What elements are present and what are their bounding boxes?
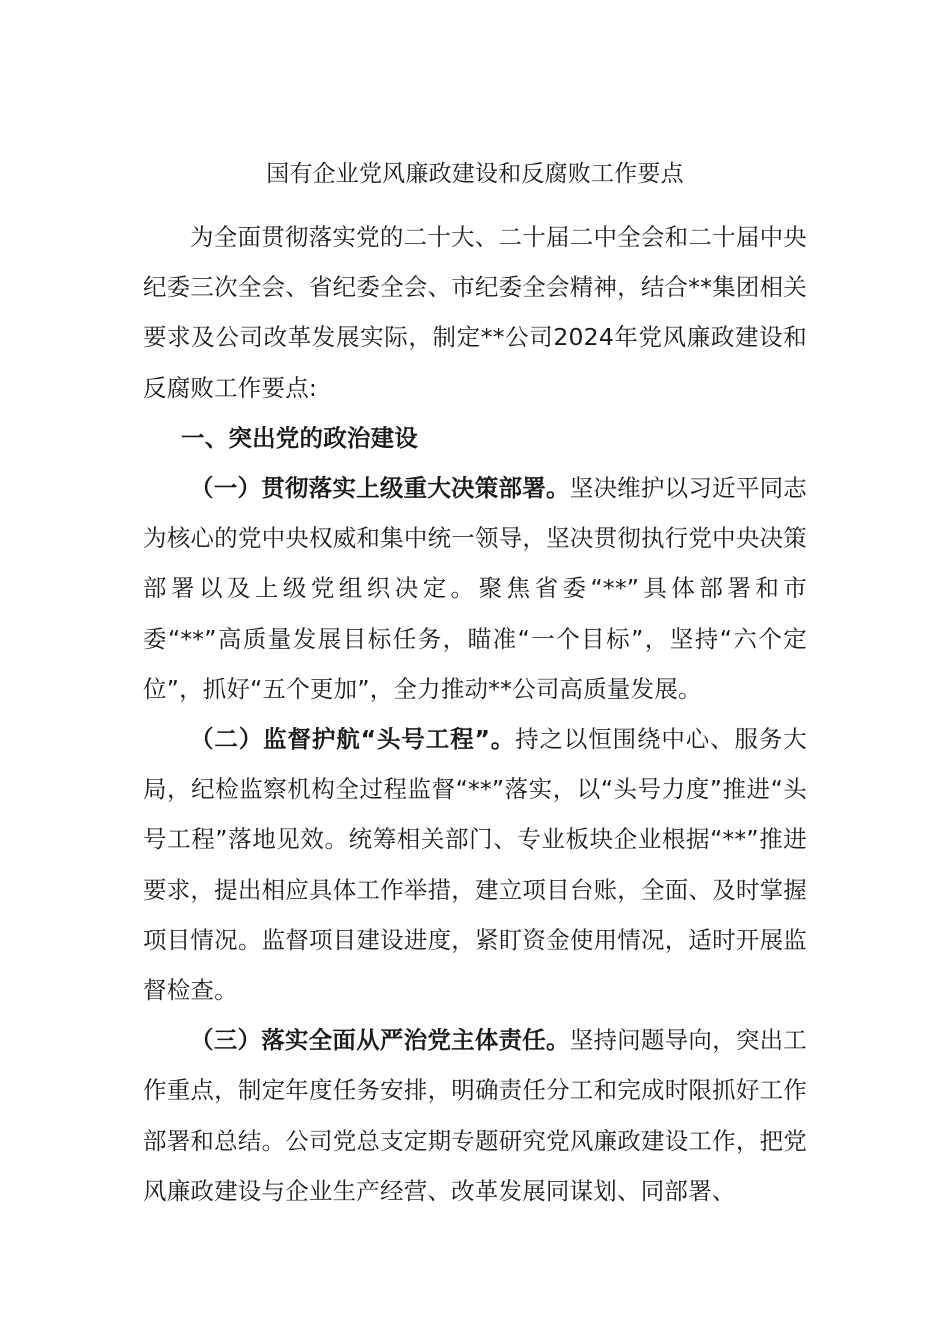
item-text: 坚持问题导向，突出工作重点，制定年度任务安排，明确责任分工和完成时限抓好工作部署和总结。公司党总支定期专题研究党风廉政建设工作，把党风廉政建设与企业生产经营、改革发展同谋划、同部署、	[143, 1026, 808, 1205]
document-body	[143, 212, 807, 1216]
item-paragraph	[143, 714, 807, 1015]
intro-paragraph: 为全面贯彻落实党的二十大、二十届二中全会和二十届中央纪委三次全会、省纪委全会、市纪委全会精神，结合**集团相关要求及公司改革发展实际，制定**公司2024年党风廉政建设和反腐败工作要点:	[143, 223, 807, 402]
item-paragraph	[143, 1015, 807, 1216]
item-text: 坚决维护以习近平同志为核心的党中央权威和集中统一领导，坚决贯彻执行党中央决策部署以及上级党组织决定。聚焦省委“**”具体部署和市委“**”高质量发展目标任务，瞄准“一个目标”，坚持“六个定位”，抓好“五个更加”，全力推动**公司高质量发展。	[143, 474, 808, 703]
item-paragraph	[143, 463, 807, 714]
item-lead: （三）落实全面从严治党主体责任。	[190, 1026, 570, 1055]
item-lead: （一）贯彻落实上级重大决策部署。	[190, 474, 570, 503]
section-heading: 一、突出党的政治建设	[181, 423, 418, 452]
document-title: 国有企业党风廉政建设和反腐败工作要点	[266, 161, 684, 187]
item-text: 持之以恒围绕中心、服务大局，纪检监察机构全过程监督“**”落实，以“头号力度”推进“头号工程”落地见效。统筹相关部门、专业板块企业根据“**”推进要求，提出相应具体工作举措，建立项目台账，全面、及时掌握项目情况。监督项目建设进度，紧盯资金使用情况，适时开展监督检查。	[143, 725, 807, 1005]
item-lead: （二）监督护航“头号工程”。	[190, 725, 516, 754]
